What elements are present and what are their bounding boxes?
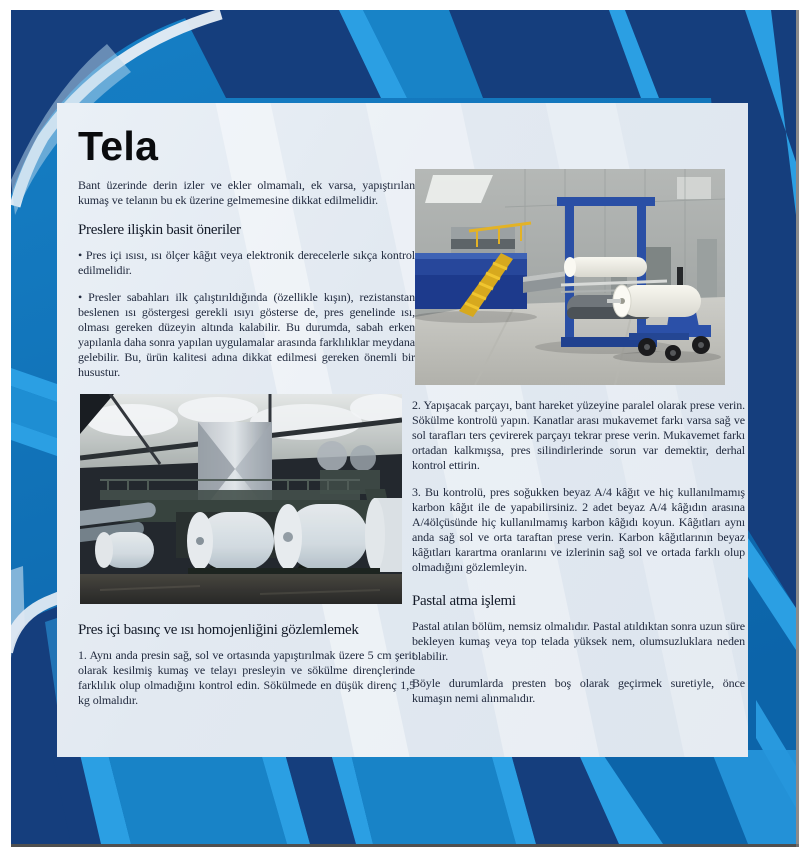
paragraph-pastal-2: Böyle durumlarda presten boş olarak geçirmek suretiyle, önce kumaşın nemi alınmalıdır.: [412, 676, 745, 705]
page-title: Tela: [78, 123, 159, 169]
section-heading-pastal: Pastal atma işlemi: [412, 593, 516, 609]
section-heading-homogeneity: Pres içi basınç ve ısı homojenliğini gözlemlemek: [78, 622, 359, 638]
paragraph-pastal-1: Pastal atılan bölüm, nemsiz olmalıdır. Pastal atıldıktan sonra uzun süre bekleyen kumaş veya top telada yüksek nem, olumsuzluklara neden olabilir.: [412, 619, 745, 663]
left-column: [78, 123, 415, 720]
bullet-item-1: • Pres içi ısısı, ısı ölçer kâğıt veya elektronik derecelerle sıkça kontrol edilmelidir.: [78, 248, 415, 277]
photo-fabric-rolls-hall: [80, 394, 402, 604]
content-panel: [57, 103, 748, 757]
bullet-item-2: • Presler sabahları ilk çalıştırıldığında (özellikle kışın), rezistanstan beslenen ısı göstergesi gerekli ısıyı gösterse de, pres genelinde ısı, olması gereken düzeyin altında kalabilir. Bu durumda, sabah erken yapılanla daha sonra yapılan uygulamalar arasında farklılıklar meydana gelebilir. Bu, ürün kalitesi adına dikkat edilmesi gereken önemli bir husustur.: [78, 290, 415, 379]
paragraph-step-3: 3. Bu kontrolü, pres soğukken beyaz A/4 kâğıt ve hiç kullanılmamış karbon kâğıt ile de yapabilirsiniz. 2 adet beyaz A/4 kâğıdın arasına A/4ölçüsünde hiç kullanılmamış karbon kâğıdı koyun. Kâğıtları aynı anda sağ sol ve orta taraftan prese verin. Karbon kâğıtlarının beyaz kâğıtları karartma oranlarını ve izlerinin sağ sol ve ortada farklı olup olmadığını gözlemleyin.: [412, 485, 745, 574]
section-heading-press-tips: Preslere ilişkin basit öneriler: [78, 222, 241, 238]
intro-paragraph: Bant üzerinde derin izler ve ekler olmamalı, ek varsa, yapıştırılan kumaş ve telanın bu ek üzerine gelmemesine dikkat edilmelidir.: [78, 178, 415, 207]
fabric-rolls-photo-illustration: [80, 394, 402, 604]
paragraph-step-2: 2. Yapışacak parçayı, bant hareket yüzeyine paralel olarak prese verin. Sökülme kontrolü yapın. Kanatlar arası mukavemet farkı varsa sağ ve sol tarafları ters çevirerek parçayı tekrar prese verin. Mukavemet farkı ortadan kalkmışsa, pres silindirlerinde sorun var demektir, derhal kontrol ettirin.: [412, 398, 745, 472]
photo-fusing-press-line: [415, 169, 725, 385]
fusing-press-photo-illustration: [415, 169, 725, 385]
right-column: [412, 169, 745, 718]
paragraph-step-1: 1. Aynı anda presin sağ, sol ve ortasında yapıştırılmak üzere 5 cm şerit olarak kesilmiş kumaş ve telayı presleyin ve sökülme dirençlerinde farklılık olup olmadığını kontrol edin. Sökülmede en düşük direnç 1,5 kg olmalıdır.: [78, 648, 415, 707]
